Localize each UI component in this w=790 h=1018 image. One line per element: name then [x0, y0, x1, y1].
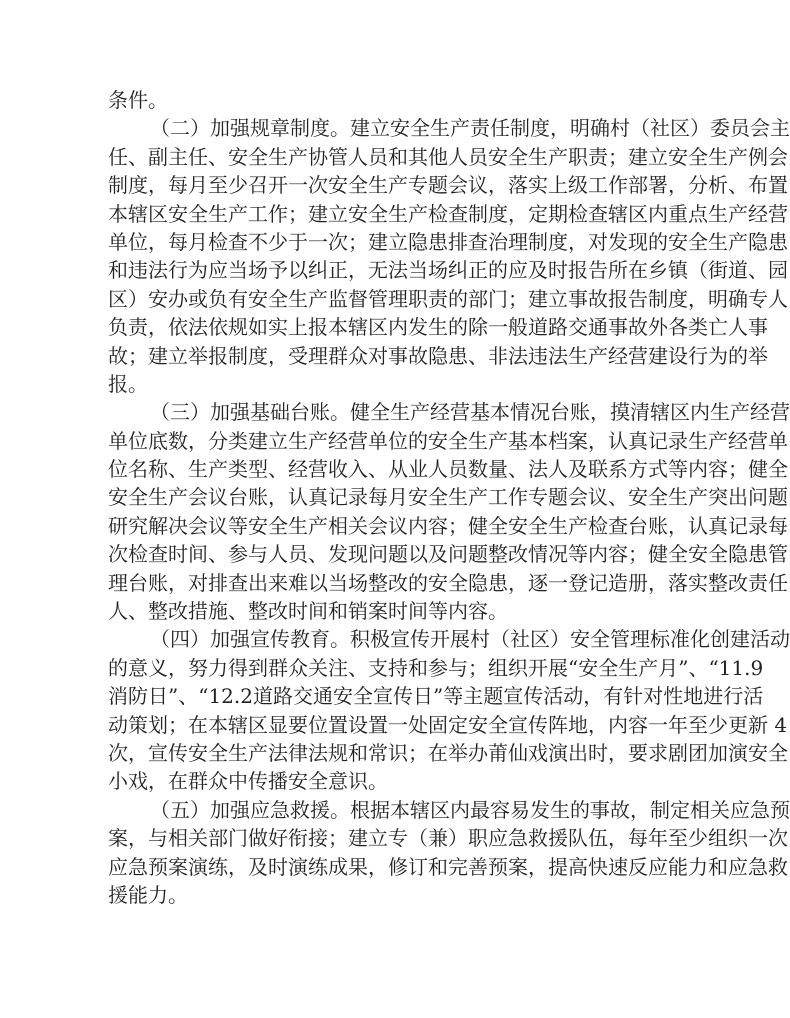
text-line: （五）加强应急救援。根据本辖区内最容易发生的事故，制定相关应急预	[150, 797, 790, 822]
text-line: 单位底数，分类建立生产经营单位的安全生产基本档案，认真记录生产经营单	[108, 428, 788, 453]
text-line: 和违法行为应当场予以纠正，无法当场纠正的应及时报告所在乡镇（街道、园	[108, 258, 788, 283]
text-line: 援能力。	[108, 882, 188, 907]
text-line: 小戏，在群众中传播安全意识。	[108, 769, 388, 794]
text-line: 位名称、生产类型、经营收入、从业人员数量、法人及联系方式等内容；健全	[108, 457, 788, 482]
paragraph	[108, 398, 790, 625]
text-line: （三）加强基础台账。健全生产经营基本情况台账，摸清辖区内生产经营	[150, 400, 790, 425]
text-line: 次，宣传安全生产法律法规和常识；在举办莆仙戏演出时，要求剧团加演安全	[108, 740, 788, 765]
document-page	[108, 86, 790, 909]
text-line: 任、副主任、安全生产协管人员和其他人员安全生产职责；建立安全生产例会	[108, 144, 788, 169]
text-line: 安全生产会议台账，认真记录每月安全生产工作专题会议、安全生产突出问题	[108, 485, 788, 510]
text-line: 理台账，对排查出来难以当场整改的安全隐患，逐一登记造册，落实整改责任	[108, 570, 788, 595]
text-line: 案，与相关部门做好衔接；建立专（兼）职应急救援队伍，每年至少组织一次	[108, 826, 788, 851]
text-line: 应急预案演练，及时演练成果，修订和完善预案，提高快速反应能力和应急救	[108, 854, 788, 879]
text-line: 消防日”、“12.2道路交通安全宣传日”等主题宣传活动，有针对性地进行活	[108, 684, 764, 709]
text-line: （二）加强规章制度。建立安全生产责任制度，明确村（社区）委员会主	[150, 116, 790, 141]
paragraph	[108, 86, 613, 114]
paragraph	[108, 796, 790, 910]
text-line: 条件。	[108, 88, 168, 112]
paragraph	[108, 114, 790, 398]
text-line: 区）安办或负有安全生产监督管理职责的部门；建立事故报告制度，明确专人	[108, 286, 788, 311]
text-line: 次检查时间、参与人员、发现问题以及问题整改情况等内容；健全安全隐患管	[108, 542, 788, 567]
text-line: 人、整改措施、整改时间和销案时间等内容。	[108, 599, 508, 624]
text-line: 的意义，努力得到群众关注、支持和参与；组织开展“安全生产月”、“11.9	[108, 655, 764, 680]
text-line: 故；建立举报制度，受理群众对事故隐患、非法违法生产经营建设行为的举	[108, 343, 768, 368]
text-line: 本辖区安全生产工作；建立安全生产检查制度，定期检查辖区内重点生产经营	[108, 201, 788, 226]
text-line: （四）加强宣传教育。积极宣传开展村（社区）安全管理标准化创建活动	[150, 627, 790, 652]
text-line: 研究解决会议等安全生产相关会议内容；健全安全生产检查台账，认真记录每	[108, 513, 788, 538]
text-line: 动策划；在本辖区显要位置设置一处固定安全宣传阵地，内容一年至少更新 4	[108, 712, 788, 737]
text-line: 制度，每月至少召开一次安全生产专题会议，落实上级工作部署，分析、布置	[108, 173, 788, 198]
paragraph	[108, 625, 790, 795]
text-line: 报。	[108, 371, 148, 396]
text-line: 单位，每月检查不少于一次；建立隐患排查治理制度，对发现的安全生产隐患	[108, 229, 788, 254]
text-line: 负责，依法依规如实上报本辖区内发生的除一般道路交通事故外各类亡人事	[108, 315, 768, 340]
